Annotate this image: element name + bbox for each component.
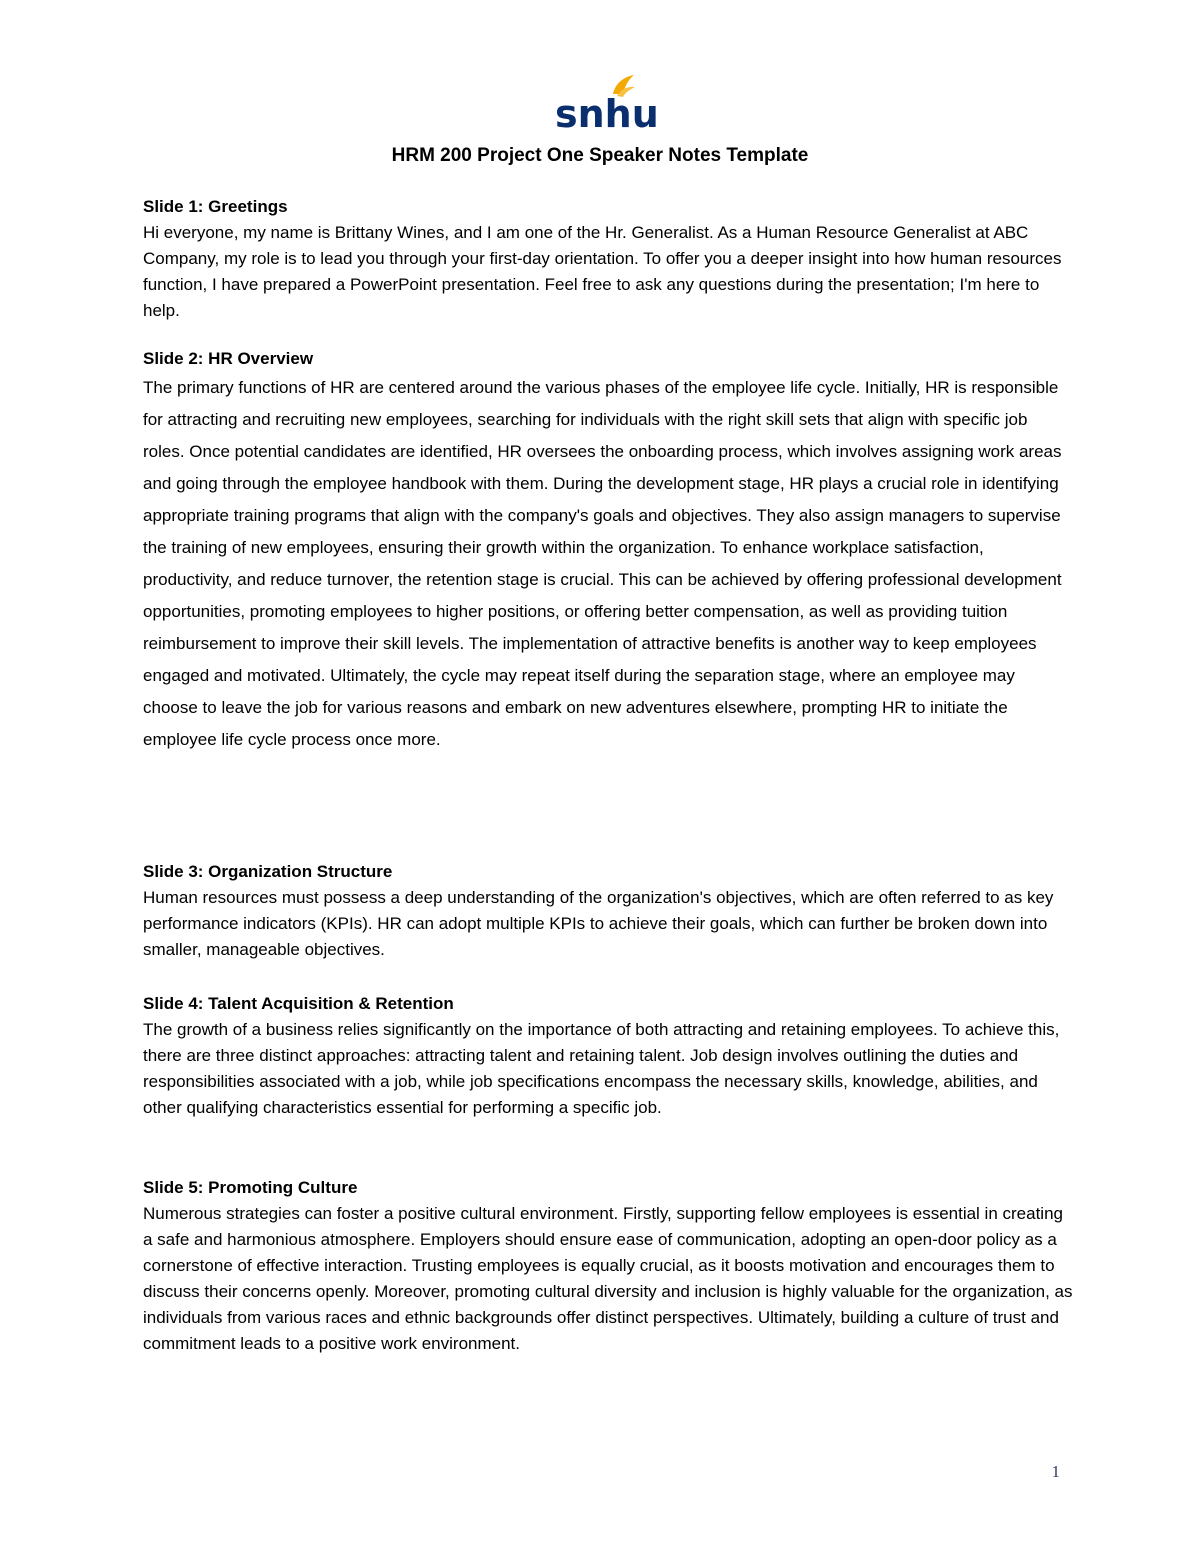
document-title: HRM 200 Project One Speaker Notes Template bbox=[391, 145, 809, 166]
slide-2-section bbox=[143, 346, 1073, 756]
logo-wordmark: snhu bbox=[555, 92, 659, 136]
page-number: 1 bbox=[1051, 1462, 1060, 1481]
slide-1-body: Hi everyone, my name is Brittany Wines, and I am one of the Hr. Generalist. As a Human Resource Generalist at ABC Company, my role is to lead you through your first-day orientation. To offer you a deeper insight into how human resources function, I have prepared a PowerPoint presentation. Feel free to ask any questions during the presentation; I'm here to help. bbox=[143, 223, 1062, 320]
slide-4-heading: Slide 4: Talent Acquisition & Retention bbox=[143, 994, 454, 1013]
slide-5-heading: Slide 5: Promoting Culture bbox=[143, 1178, 358, 1197]
slide-1-section bbox=[143, 194, 1073, 324]
slide-2-body: The primary functions of HR are centered around the various phases of the employee life cycle. Initially, HR is responsible for attracting and recruiting new employees, searching for individuals with the right skill sets that align with specific job roles. Once potential candidates are identified, HR oversees the onboarding process, which involves assigning work areas and going through the employee handbook with them. During the development stage, HR plays a crucial role in identifying appropriate training programs that align with the company's goals and objectives. They also assign managers to supervise the training of new employees, ensuring their growth within the organization. To enhance workplace satisfaction, productivity, and reduce turnover, the retention stage is crucial. This can be achieved by offering professional development opportunities, promoting employees to higher positions, or offering better compensation, as well as providing tuition reimbursement to improve their skill levels. The implementation of attractive benefits is another way to keep employees engaged and motivated. Ultimately, the cycle may repeat itself during the separation stage, where an employee may choose to leave the job for various reasons and embark on new adventures elsewhere, prompting HR to initiate the employee life cycle process once more. bbox=[143, 378, 1062, 749]
slide-1-heading: Slide 1: Greetings bbox=[143, 197, 288, 216]
slide-2-heading: Slide 2: HR Overview bbox=[143, 349, 314, 368]
slide-3-body: Human resources must possess a deep understanding of the organization's objectives, which are often referred to as key performance indicators (KPIs). HR can adopt multiple KPIs to achieve their goals, which can further be broken down into smaller, manageable objectives. bbox=[143, 888, 1054, 959]
slide-3-heading: Slide 3: Organization Structure bbox=[143, 862, 393, 881]
slide-4-body: The growth of a business relies significantly on the importance of both attracting and retaining employees. To achieve this, there are three distinct approaches: attracting talent and retaining talent. Job design involves outlining the duties and responsibilities associated with a job, while job specifications encompass the necessary skills, knowledge, abilities, and other qualifying characteristics essential for performing a specific job. bbox=[143, 1020, 1060, 1117]
slide-5-body: Numerous strategies can foster a positive cultural environment. Firstly, supporting fellow employees is essential in creating a safe and harmonious atmosphere. Employers should ensure ease of communication, adopting an open-door policy as a cornerstone of effective interaction. Trusting employees is equally crucial, as it boosts motivation and encourages them to discuss their concerns openly. Moreover, promoting cultural diversity and inclusion is highly valuable for the organization, as individuals from various races and ethnic backgrounds offer distinct perspectives. Ultimately, building a culture of trust and commitment leads to a positive work environment. bbox=[143, 1204, 1073, 1353]
slide-3-section bbox=[143, 859, 1073, 963]
snhu-logo bbox=[555, 72, 659, 136]
slide-4-section bbox=[143, 991, 1073, 1121]
slide-5-section bbox=[143, 1175, 1073, 1357]
